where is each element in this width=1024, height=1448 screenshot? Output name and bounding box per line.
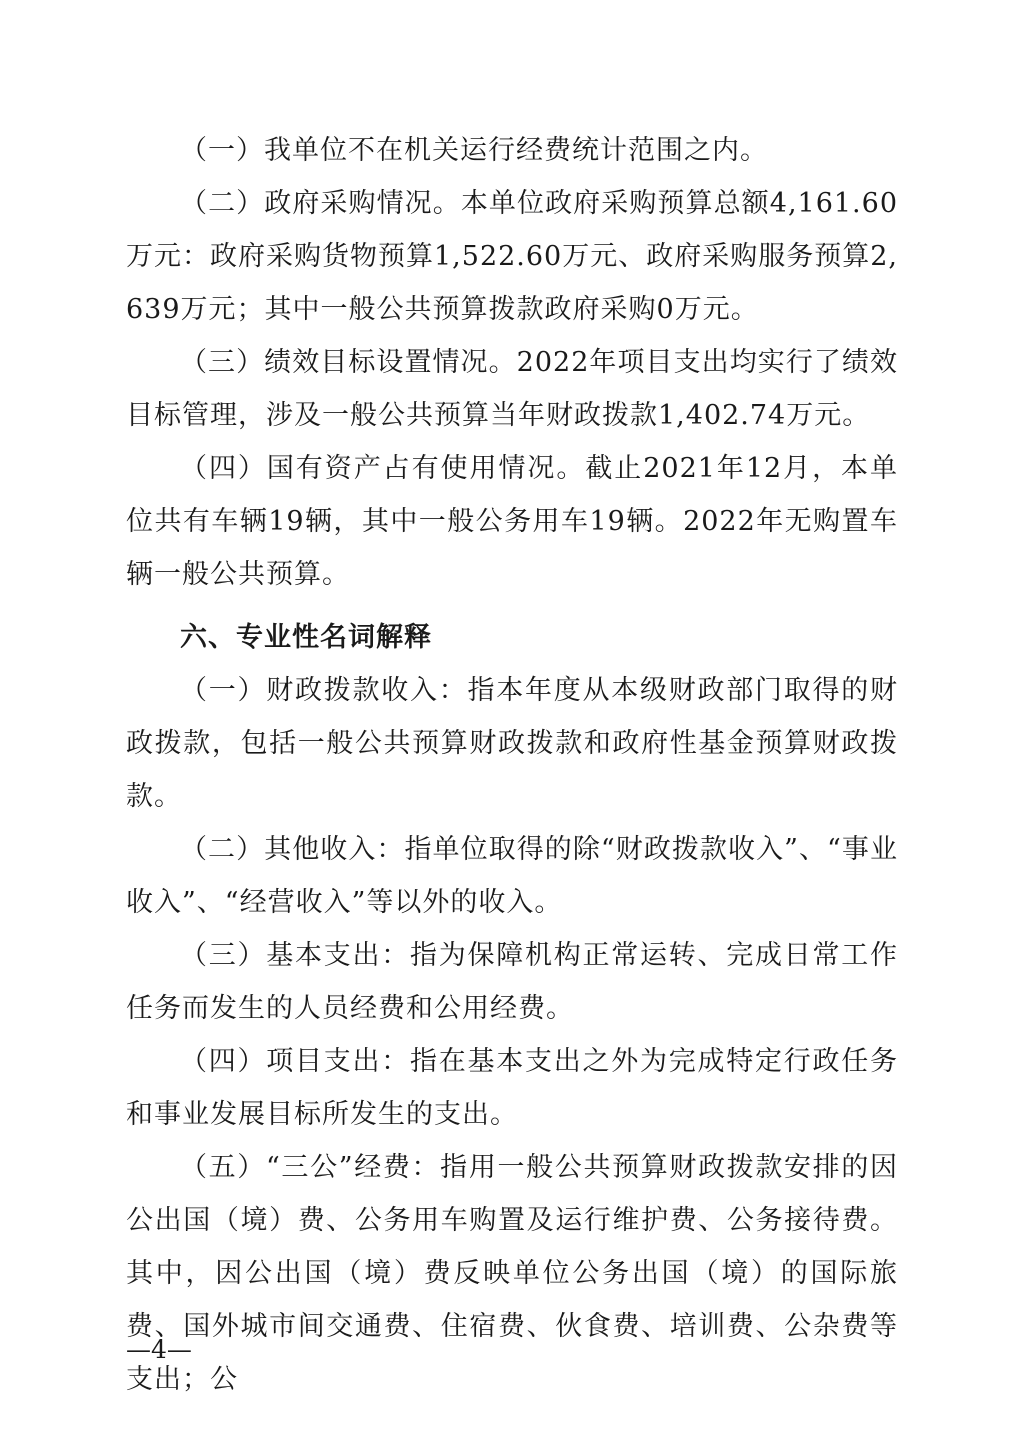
paragraph-basic-expenditure: （三）基本支出：指为保障机构正常运转、完成日常工作任务而发生的人员经费和公用经费。 bbox=[126, 940, 898, 1024]
paragraph-three-public-funds: （五）“三公”经费：指用一般公共预算财政拨款安排的因公出国（境）费、公务用车购置及运行维护费、公务接待费。其中，因公出国（境）费反映单位公务出国（境）的国际旅费、国外城市间交通费、住宿费、伙食费、培训费、公杂费等支出；公 bbox=[126, 1152, 898, 1395]
paragraph-other-income: （二）其他收入：指单位取得的除“财政拨款收入”、“事业收入”、“经营收入”等以外的收入。 bbox=[126, 834, 898, 918]
section-heading-terminology: 六、专业性名词解释 bbox=[180, 622, 432, 653]
paragraph-office-operating-funds: （一）我单位不在机关运行经费统计范围之内。 bbox=[180, 135, 768, 166]
paragraph-fiscal-appropriation-income: （一）财政拨款收入：指本年度从本级财政部门取得的财政拨款，包括一般公共预算财政拨款和政府性基金预算财政拨款。 bbox=[126, 675, 898, 812]
paragraph-state-assets: （四）国有资产占有使用情况。截止2021年12月，本单位共有车辆19辆，其中一般公务用车19辆。2022年无购置车辆一般公共预算。 bbox=[126, 453, 898, 590]
document-body bbox=[126, 124, 898, 1406]
page-number: —4— bbox=[126, 1335, 192, 1364]
paragraph-project-expenditure: （四）项目支出：指在基本支出之外为完成特定行政任务和事业发展目标所发生的支出。 bbox=[126, 1046, 898, 1130]
paragraph-government-procurement: （二）政府采购情况。本单位政府采购预算总额4,161.60万元：政府采购货物预算1,522.60万元、政府采购服务预算2,639万元；其中一般公共预算拨款政府采购0万元。 bbox=[126, 188, 898, 325]
paragraph-performance-targets: （三）绩效目标设置情况。2022年项目支出均实行了绩效目标管理，涉及一般公共预算当年财政拨款1,402.74万元。 bbox=[126, 347, 898, 431]
